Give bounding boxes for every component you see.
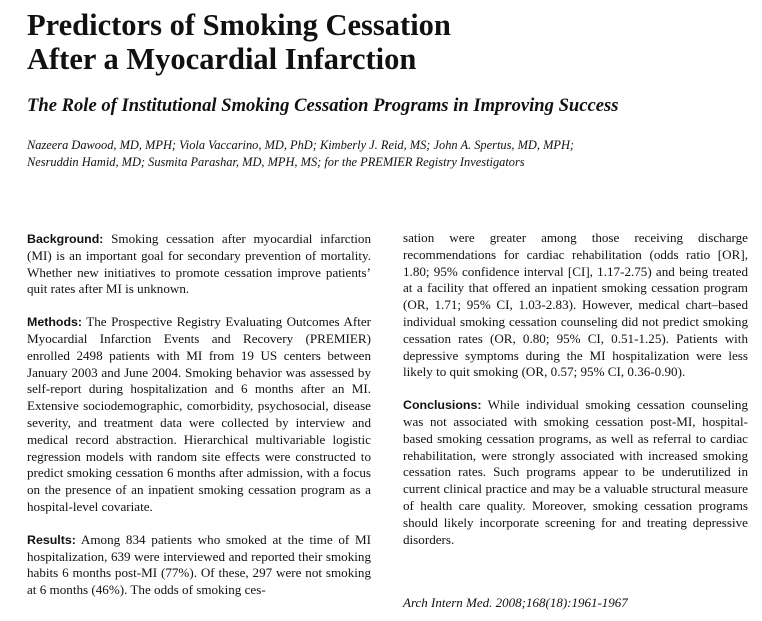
article-title [27, 8, 451, 76]
methods-text: The Prospective Registry Evaluating Outcomes After Myocardial Infarction Events and Recovery (PREMIER) enrolled 2498 patients with MI from 19 US centers between January 2003 and June 2004. Smoking behavior was assessed by self-report during hospitalization and 6 months after an MI. Extensive sociodemographic, comorbidity, psychosocial, disease severity, and treatment data were collected by interview and medical record abstraction. Hierarchical multivariable logistic regression models with random site effects were constructed to predict smoking cessation 6 months after admission, with a focus on the presence of an inpatient smoking cessation program as a hospital-level covariate. [27, 314, 371, 514]
conclusions-label: Conclusions: [403, 398, 482, 413]
abstract-right-column [403, 230, 748, 564]
background-section [27, 231, 371, 298]
background-label: Background: [27, 232, 104, 246]
results-label: Results: [27, 532, 76, 547]
authors-line-1: Nazeera Dawood, MD, MPH; Viola Vaccarino, MD, PhD; Kimberly J. Reid, MS; John A. Spertus, MD, MPH; [27, 138, 575, 152]
abstract-left-column [27, 231, 371, 599]
conclusions-section [403, 397, 748, 548]
methods-section [27, 314, 371, 516]
journal-citation: Arch Intern Med. 2008;168(18):1961-1967 [403, 595, 628, 610]
methods-label: Methods: [27, 315, 83, 330]
article-subtitle: The Role of Institutional Smoking Cessation Programs in Improving Success [27, 95, 619, 116]
background-text: Smoking cessation after myocardial infarction (MI) is an important goal for secondary prevention of mortality. Whether new initiatives to promote cessation improve patients’ quit rates after MI is unknown. [27, 231, 371, 297]
conclusions-text: While individual smoking cessation counseling was not associated with smoking cessation post-MI, hospital-based smoking cessation programs, as well as referral to cardiac rehabilitation, were strongly associated with increased smoking cessation rates. Such programs appear to be underutilized in current clinical practice and may be a valuable structural measure of health care quality. Moreover, smoking cessation programs should likely incorporate screening for and treating depressive disorders. [403, 397, 748, 547]
author-list [27, 137, 574, 171]
title-line-2: After a Myocardial Infarction [27, 42, 417, 76]
authors-line-2: Nesruddin Hamid, MD; Susmita Parashar, MD, MPH, MS; for the PREMIER Registry Investigators [27, 155, 525, 169]
results-section [27, 532, 371, 599]
results-text-right: sation were greater among those receiving discharge recommendations for cardiac rehabilitation (odds ratio [OR], 1.80; 95% confidence interval [CI], 1.17-2.75) and being treated at a facility that offered an inpatient smoking cessation program (OR, 1.71; 95% CI, 1.03-2.83). However, medical chart–based individual smoking cessation counseling did not predict smoking cessation rates (OR, 0.80; 95% CI, 0.51-1.25). Patients with depressive symptoms during the MI hospitalization were less likely to quit smoking (OR, 0.57; 95% CI, 0.36-0.90). [403, 230, 748, 380]
results-text-left: Among 834 patients who smoked at the time of MI hospitalization, 639 were interviewed and reported their smoking habits 6 months post-MI (77%). Of these, 297 were not smoking at 6 months (46%). The odds of smoking ces- [27, 531, 371, 598]
title-line-1: Predictors of Smoking Cessation [27, 8, 451, 42]
results-continued [403, 230, 748, 381]
